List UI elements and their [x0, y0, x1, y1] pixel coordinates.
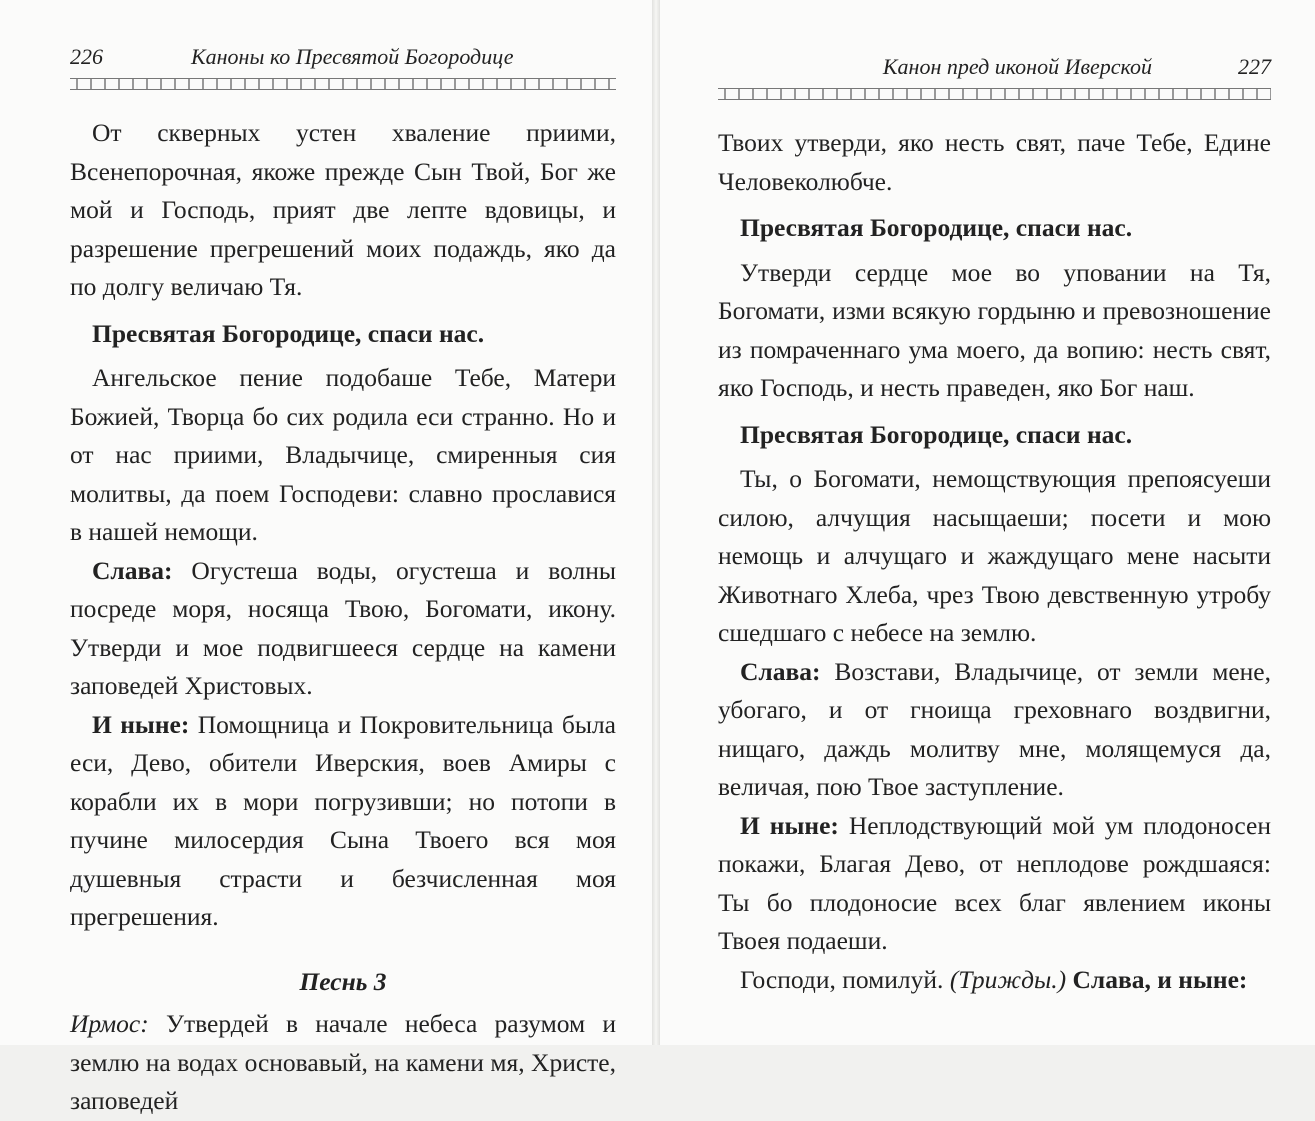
trizhdy-note: (Трижды.): [949, 964, 1067, 994]
paragraph-text: Господи, помилуй.: [740, 964, 944, 994]
paragraph: [70, 552, 616, 706]
paragraph-text: Утвердей в начале небеса разумом и землю на водах основавый, на камени мя, Христе, заповедей: [70, 1009, 616, 1115]
refrain: Пресвятая Богородице, спаси нас.: [92, 318, 485, 348]
slava-label: Слава:: [740, 656, 821, 686]
i-nyne-label: И ныне:: [92, 709, 190, 739]
paragraph: Твоих утверди, яко несть свят, паче Тебе, Едине Человеколюбче.: [718, 128, 1271, 196]
refrain: Пресвятая Богородице, спаси нас.: [740, 419, 1133, 449]
left-page-header: [70, 44, 616, 70]
right-page: [660, 0, 1315, 1045]
slava-i-nyne-label: Слава, и ныне:: [1072, 964, 1248, 994]
paragraph-text: Огустеша воды, огустеша и волны посреде моря, носяща Твою, Богомати, икону. Утверди и мое подвигшееся сердце на камени заповедей Христовых.: [70, 555, 616, 700]
book-gutter: [652, 0, 660, 1045]
paragraph-text: Возстави, Владычице, от земли мене, убогаго, и от гноища греховнаго воздвигни, нищаго, даждь молитву мне, молящемуся да, величая, пою Твое заступление.: [718, 656, 1271, 801]
paragraph: [718, 807, 1271, 961]
paragraph-text: Помощница и Покровительница была еси, Дево, обители Иверския, воев Амиры с корабли их в мори погрузивши; но потопи в пучине милосердия Сына Твоего вся моя душевныя страсти и безчисленная моя прегрешения.: [70, 709, 617, 931]
page-number-left: 226: [70, 44, 103, 69]
running-title-left: Каноны ко Пресвятой Богородице: [191, 44, 514, 69]
ornament-divider-left: [70, 78, 616, 90]
slava-label: Слава:: [92, 555, 173, 585]
paragraph: Ты, о Богомати, немощствующия препоясуеши силою, алчущия насыщаеши; посети и мою немощь и алчущаго и жаждущаго мене насыти Животнаго Хлеба, чрез Твою девственную утробу сшедшаго с небесе на землю.: [718, 464, 1271, 647]
ornament-divider-right: [718, 88, 1271, 100]
paragraph: [70, 1005, 616, 1121]
left-page: [0, 0, 652, 1115]
paragraph: Утверди сердце мое во уповании на Тя, Богомати, изми всякую гордыню и превозношение из помраченнаго ума моего, да вопию: несть свят, яко Господь, и несть праведен, яко Бог наш.: [718, 257, 1271, 402]
paragraph: [718, 961, 1271, 1000]
paragraph: От скверных устен хваление приими, Всенепорочная, якоже прежде Сын Твой, Бог же мой и Господь, прият две лепте вдовицы, и разрешение прегрешений моих подаждь, яко да по долгу величаю Тя.: [70, 118, 616, 301]
song-title: Песнь 3: [299, 966, 387, 996]
left-page-text: [70, 114, 616, 1121]
irmos-label: Ирмос:: [70, 1009, 149, 1038]
refrain: Пресвятая Богородице, спаси нас.: [740, 213, 1133, 242]
right-page-text: [718, 124, 1271, 999]
paragraph-text: Неплодствующий мой ум плодоносен покажи, Благая Дево, от неплодове рождшаяся: Ты бо плодоносие всех благ явлением иконы Твоея подаеши.: [718, 810, 1271, 955]
paragraph: Ангельское пение подобаше Тебе, Матери Божией, Творца бо сих родила еси странно. Но и от нас приими, Владычице, смиренныя сия молитвы, да поем Господеви: славно прославися в нашей немощи.: [70, 363, 616, 546]
paragraph: [718, 653, 1271, 807]
right-page-header: [718, 54, 1271, 80]
running-title-right: Канон пред иконой Иверской: [882, 54, 1152, 79]
i-nyne-label: И ныне:: [740, 810, 839, 840]
page-number-right: 227: [1238, 54, 1271, 79]
paragraph: [70, 706, 616, 937]
